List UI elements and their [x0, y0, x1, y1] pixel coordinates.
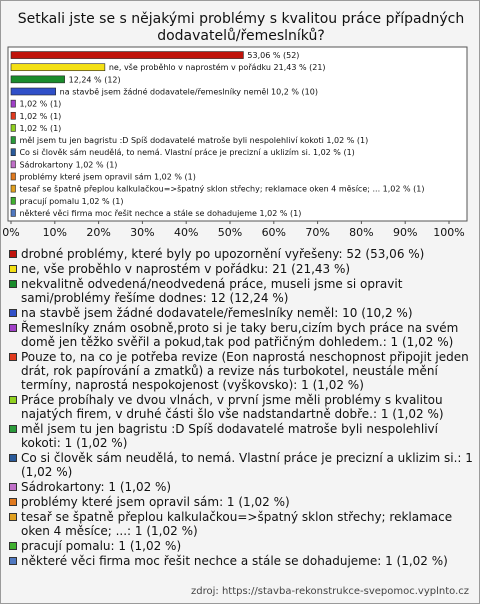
bar-label-4: na stavbě jsem žádné dodavatele/řemeslníky neměl 10,2 % (10): [59, 87, 318, 97]
legend-item-8: [9, 422, 475, 450]
legend-item-7: [9, 393, 475, 421]
bar-3: [11, 76, 65, 83]
x-tick-label-4: 40%: [173, 226, 199, 239]
legend-item-11: [9, 495, 475, 509]
legend-item-1: [9, 247, 475, 261]
legend-item-12: [9, 510, 475, 538]
bar-5: [11, 100, 15, 107]
legend-text-5: Řemeslníky znám osobně,proto si je taky beru,cizím bych práce na svém domě jen těžko svěřil a pokud,tak pod patřičným dohledem.: 1 (1,02 %): [21, 321, 459, 349]
x-tick-label-1: 10%: [42, 226, 68, 239]
legend-text-7: Práce probíhaly ve dvou vlnách, v první jsme měli problémy s kvalitou najatých firem, v druhé části šlo vše nadstandartně dobře.: 1 (1,02 %): [21, 393, 444, 421]
legend-swatch-4: [9, 309, 17, 317]
chart-title: Setkali jste se s nějakými problémy s kvalitou práce případných dodavatelů/řemeslníků?: [17, 11, 465, 44]
bar-label-11: problémy které jsem opravil sám 1,02 % (1): [19, 172, 196, 182]
legend-text-11: problémy které jsem opravil sám: 1 (1,02 %): [21, 495, 290, 509]
legend-swatch-6: [9, 353, 17, 361]
x-tick-label-7: 70%: [305, 226, 330, 239]
legend-item-6: [9, 350, 475, 392]
bar-6: [11, 112, 15, 119]
bar-label-3: 12,24 % (12): [68, 75, 121, 85]
legend-text-9: Co si člověk sám neudělá, to nemá. Vlastní práce je precizní a uklizim si.: 1 (1,02 %): [21, 451, 473, 479]
legend-text-13: pracují pomalu: 1 (1,02 %): [21, 539, 182, 553]
bar-label-2: ne, vše proběhlo v naprostém v pořádku 21,43 % (21): [108, 63, 326, 73]
legend-swatch-2: [9, 265, 17, 273]
bar-13: [11, 197, 15, 204]
legend-text-14: některé věci firma moc řešit nechce a stále se dohadujeme: 1 (1,02 %): [21, 554, 448, 568]
legend-item-2: [9, 262, 475, 276]
legend-text-1: drobné problémy, které byly po upozornění vyřešeny: 52 (53,06 %): [21, 247, 425, 261]
legend-item-10: [9, 480, 475, 494]
legend-swatch-11: [9, 498, 17, 506]
x-tick-label-2: 20%: [86, 226, 111, 239]
legend-text-4: na stavbě jsem žádné dodavatele/řemeslníky neměl: 10 (10,2 %): [21, 306, 413, 320]
legend-swatch-12: [9, 513, 17, 521]
bar-label-13: pracují pomalu 1,02 % (1): [19, 196, 124, 206]
plot-area: [8, 47, 467, 221]
bar-14: [11, 209, 15, 216]
legend-item-14: [9, 554, 475, 568]
bar-label-7: 1,02 % (1): [19, 123, 62, 133]
legend-text-10: Sádrokartony: 1 (1,02 %): [21, 480, 172, 494]
bar-label-12: tesař se špatně přeplou kalkulačkou=>špatný sklon střechy; reklamace oken 4 měsíce; ... 1,02 % (1): [19, 184, 425, 194]
bar-label-8: měl jsem tu jen bagristu :D Spíš dodavatelé matroše byli nespolehliví kokoti 1,02 % (1): [19, 136, 369, 146]
bar-9: [11, 149, 15, 156]
legend-text-3: nekvalitně odvedená/neodvedená práce, museli jsme si opravit sami/problémy řešíme dodnes: 12 (12,24 %): [21, 277, 403, 305]
x-tick-label-0: 0%: [2, 226, 20, 239]
legend-text-8: měl jsem tu jen bagristu :D Spíš dodavatelé matroše byli nespolehliví kokoti: 1 (1,02 %): [21, 422, 438, 450]
x-tick-label-6: 60%: [261, 226, 287, 239]
bar-7: [11, 124, 15, 131]
legend-swatch-3: [9, 280, 17, 288]
x-tick-label-3: 30%: [130, 226, 155, 239]
legend-swatch-1: [9, 250, 17, 258]
x-tick-label-5: 50%: [217, 226, 243, 239]
bar-1: [11, 52, 243, 59]
bar-label-14: některé věci firma moc řešit nechce a stále se dohadujeme 1,02 % (1): [19, 208, 302, 218]
bar-10: [11, 161, 15, 168]
legend-item-5: [9, 321, 475, 349]
legend-swatch-14: [9, 557, 17, 565]
source-note: zdroj: https://stavba-rekonstrukce-svepomoc.vyplnto.cz: [191, 586, 469, 597]
legend-item-4: [9, 306, 475, 320]
legend-swatch-8: [9, 425, 17, 433]
legend-item-9: [9, 451, 475, 479]
legend-text-6: Pouze to, na co je potřeba revize (Eon naprostá neschopnost připojit jeden drát, rok papírování a zmatků) a revize nás turbokotel, neustále mění termíny, naprostá nespokojenost (vyškovsko): 1 (1,02 %): [21, 350, 469, 392]
legend-swatch-9: [9, 454, 17, 462]
legend-swatch-5: [9, 324, 17, 332]
bar-label-1: 53,06 % (52): [247, 51, 300, 61]
legend-item-13: [9, 539, 475, 553]
legend-swatch-13: [9, 542, 17, 550]
legend-item-3: [9, 277, 475, 305]
bar-label-10: Sádrokartony 1,02 % (1): [19, 160, 118, 170]
bar-2: [11, 64, 105, 71]
x-tick-label-10: 100%: [433, 226, 465, 239]
bar-label-6: 1,02 % (1): [19, 111, 62, 121]
legend-swatch-7: [9, 396, 17, 404]
legend: [9, 247, 475, 569]
legend-swatch-10: [9, 483, 17, 491]
x-tick-label-9: 90%: [392, 226, 418, 239]
x-tick-label-8: 80%: [349, 226, 374, 239]
bar-label-5: 1,02 % (1): [19, 99, 62, 109]
bar-11: [11, 173, 15, 180]
bar-label-9: Co si člověk sám neudělá, to nemá. Vlastní práce je precizní a uklizím si. 1,02 % (1): [19, 148, 355, 158]
bar-8: [11, 137, 15, 144]
bar-12: [11, 185, 15, 192]
legend-text-12: tesař se špatně přeplou kalkulačkou=>špatný sklon střechy; reklamace oken 4 měsíce; ...: 1 (1,02 %): [21, 510, 453, 538]
legend-text-2: ne, vše proběhlo v naprostém v pořádku: 21 (21,43 %): [21, 262, 351, 276]
bar-4: [11, 88, 56, 95]
bar-chart: [1, 1, 479, 247]
